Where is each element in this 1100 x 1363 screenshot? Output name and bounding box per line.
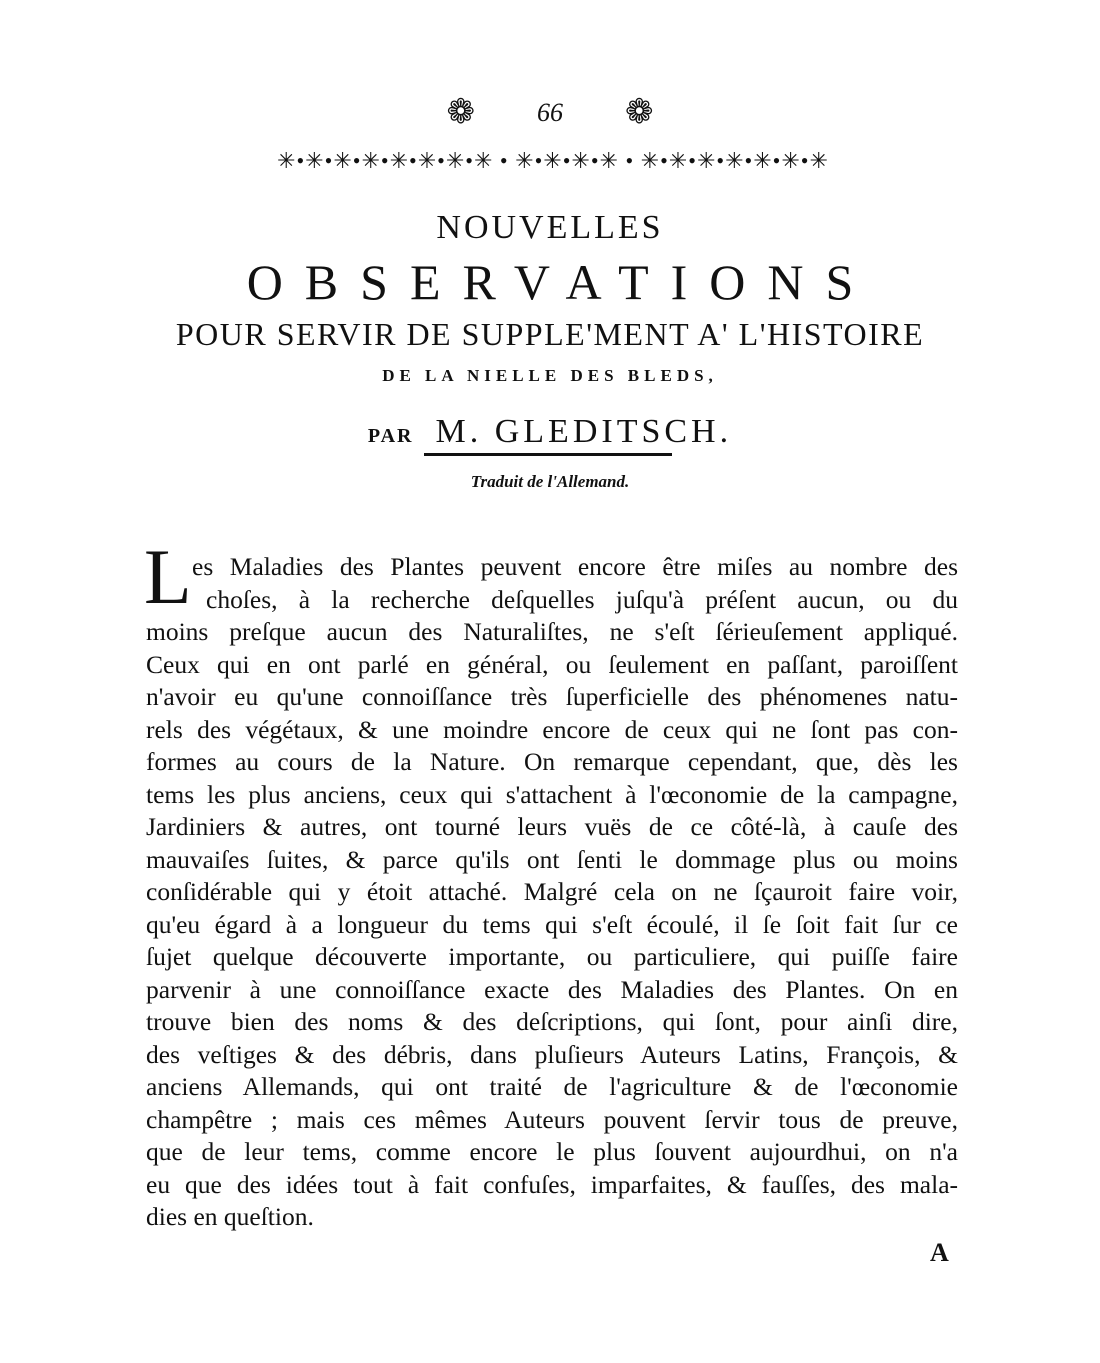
text-line: anciens Allemands, qui ont traité de l'agriculture & de l'œconomie <box>146 1072 958 1101</box>
drop-cap: L <box>144 533 192 620</box>
text-line: dies en queſtion. <box>146 1202 314 1231</box>
fleuron-icon: ❁ <box>446 94 475 131</box>
author-underline <box>424 453 672 456</box>
text-line: moins preſque aucun des Naturaliſtes, ne s'eſt ſérieuſement appliqué. <box>146 617 958 646</box>
text-line: trouve bien des noms & des deſcriptions, qui ſont, pour ainſi dire, <box>146 1007 958 1036</box>
fleuron-icon: ❁ <box>625 94 654 131</box>
page-number: 66 <box>537 98 563 127</box>
text-line: des veſtiges & des débris, dans pluſieurs Auteurs Latins, François, & <box>146 1039 958 1069</box>
title-line-2: OBSERVATIONS <box>246 254 876 310</box>
title-line-4: DE LA NIELLE DES BLEDS, <box>382 366 718 385</box>
text-line: qu'eu égard à a longueur du tems qui s'eſt écoulé, il ſe ſoit fait ſur ce <box>146 909 958 939</box>
text-line: tems les plus anciens, ceux qui s'attachent à l'œconomie de la campagne, <box>146 779 958 809</box>
text-line: ſujet quelque découverte importante, ou particuliere, qui puiſſe faire <box>146 942 958 971</box>
translation-note: Traduit de l'Allemand. <box>470 472 630 491</box>
ornamental-divider: ✳•✳•✳•✳•✳•✳•✳•✳ • ✳•✳•✳•✳ • ✳•✳•✳•✳•✳•✳•✳ <box>277 150 829 172</box>
title-line-3: POUR SERVIR DE SUPPLE'MENT A' L'HISTOIRE <box>175 316 925 352</box>
body-text <box>146 551 958 1234</box>
text-line: Ceux qui en ont parlé en général, ou ſeulement en paſſant, paroiſſent <box>146 649 958 679</box>
text-line: formes au cours de la Nature. On remarque cependant, que, dès les <box>146 747 958 776</box>
text-line: conſidérable qui y étoit attaché. Malgré cela on ne ſçauroit faire voir, <box>146 877 958 906</box>
title-line-1: NOUVELLES <box>436 209 664 246</box>
text-line: n'avoir eu qu'une connoiſſance très ſuperficielle des phénomenes natu- <box>146 682 958 711</box>
page-header <box>0 96 1100 130</box>
text-line: eu que des idées tout à fait confuſes, imparfaites, & fauſſes, des mala- <box>146 1169 958 1199</box>
text-line: Jardiniers & autres, ont tourné leurs vuës de ce côté-là, à cauſe des <box>146 812 958 841</box>
author-line <box>0 413 1100 451</box>
text-line: que de leur tems, comme encore le plus ſouvent aujourdhui, on n'a <box>146 1137 958 1166</box>
text-line: champêtre ; mais ces mêmes Auteurs pouvent ſervir tous de preuve, <box>146 1104 958 1134</box>
text-line: es Maladies des Plantes peuvent encore être miſes au nombre des <box>192 552 958 581</box>
title-block <box>0 205 1100 391</box>
text-line: parvenir à une connoiſſance exacte des Maladies des Plantes. On en <box>146 974 958 1004</box>
author-prefix: PAR <box>367 425 414 447</box>
signature-mark: A <box>930 1238 949 1267</box>
text-line: choſes, à la recherche deſquelles juſqu'à préſent aucun, ou du <box>206 584 958 614</box>
author-name: M. GLEDITSCH. <box>435 413 733 450</box>
text-line: mauvaiſes ſuites, & parce qu'ils ont ſenti le dommage plus ou moins <box>146 844 958 874</box>
text-line: rels des végétaux, & une moindre encore de ceux qui ne ſont pas con- <box>146 714 958 744</box>
